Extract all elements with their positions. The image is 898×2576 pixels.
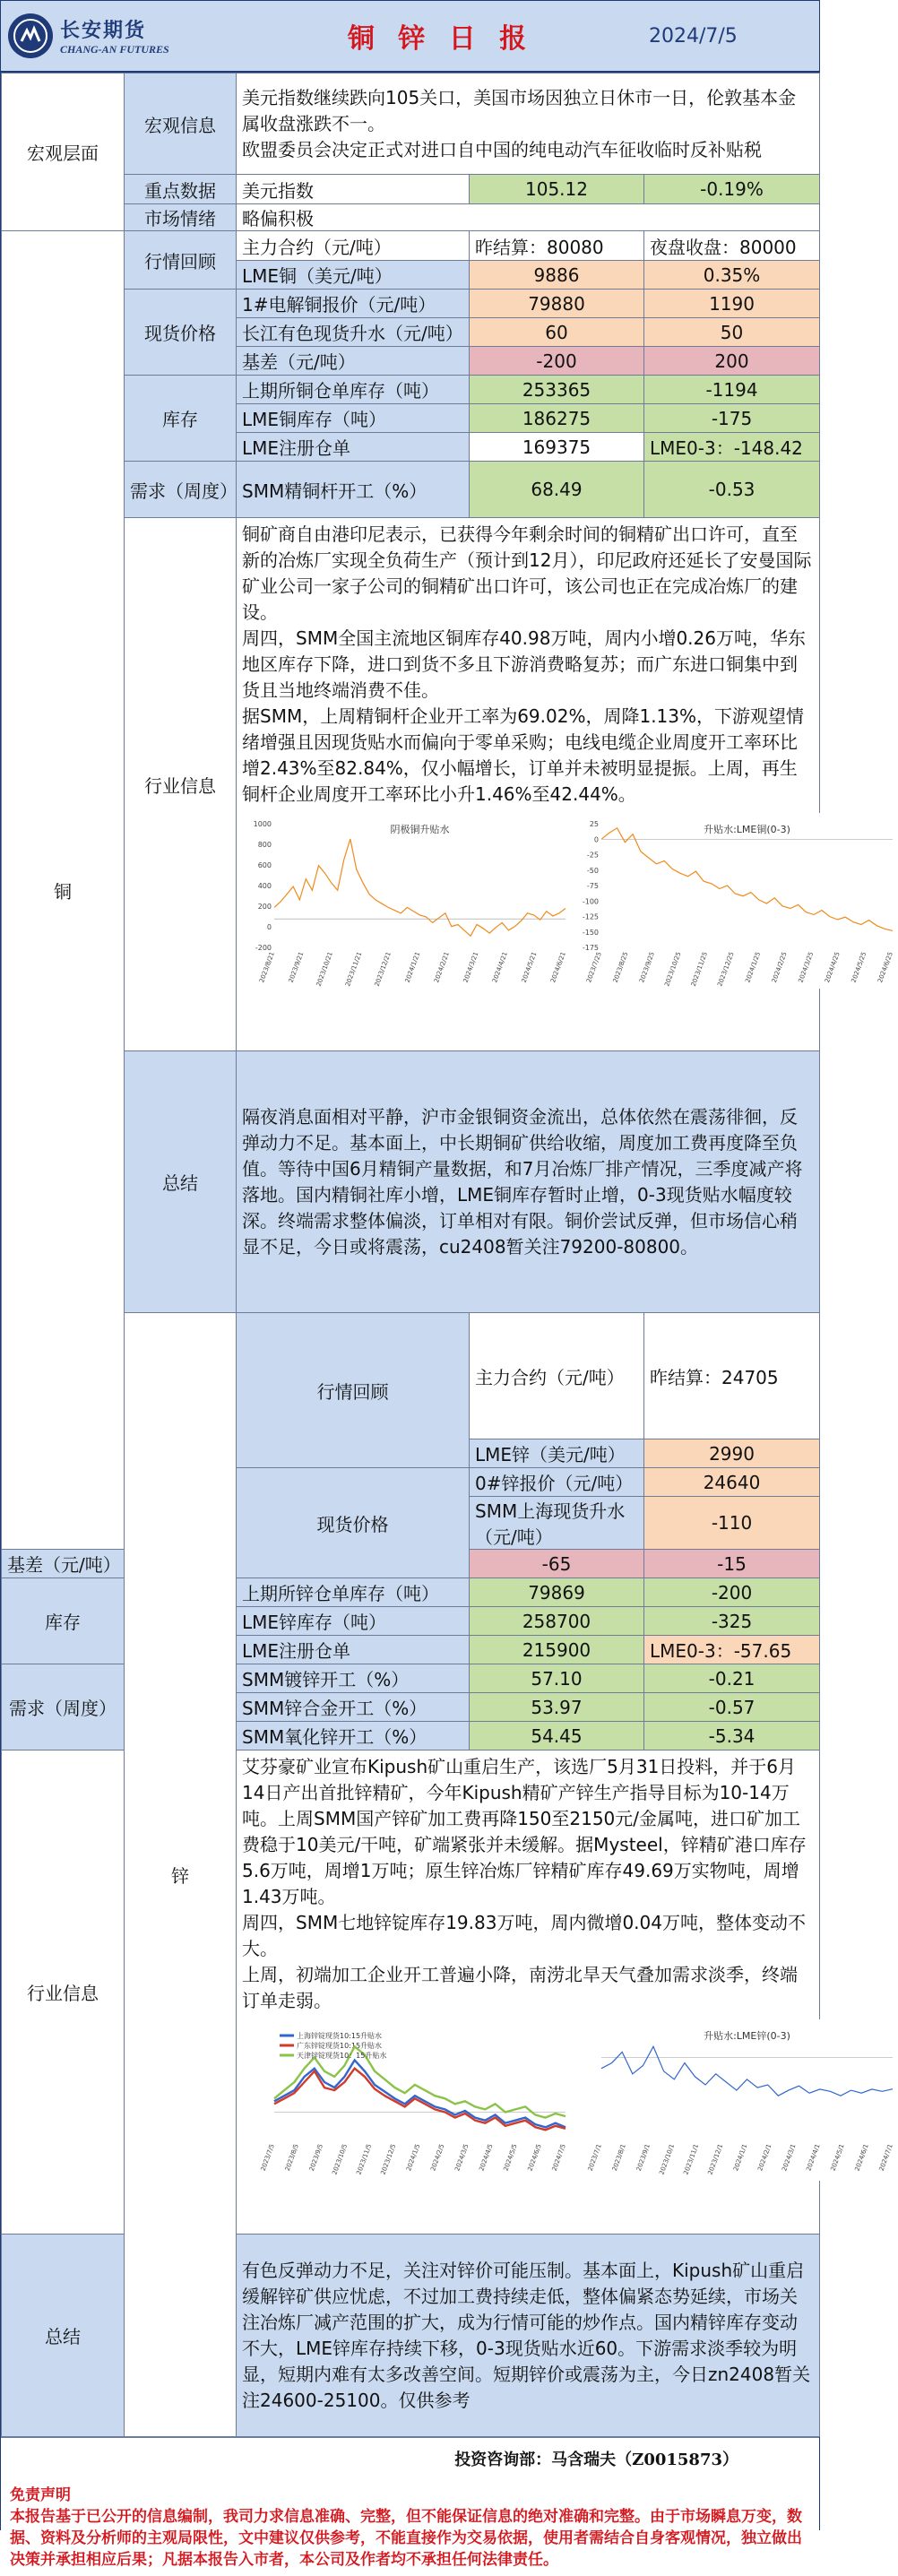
zinc-inv3-label: LME注册仓单 <box>237 1636 470 1664</box>
y-tick-label: 800 <box>257 841 272 849</box>
y-tick-label: 0 <box>266 923 272 931</box>
zinc-industry-para: 周四，SMM七地锌锭库存19.83万吨，周内微增0.04万吨，整体变动不大。 <box>242 1912 806 1959</box>
x-tick-label: 2024/6/25 <box>876 950 894 984</box>
x-tick-label: 2023/9/25 <box>638 950 656 984</box>
logo-mark-icon <box>8 13 53 58</box>
legend-label: 广东锌锭现货10:15升贴水 <box>297 2042 383 2050</box>
x-tick-label: 2023/10/21 <box>315 950 334 988</box>
disclaimer-title: 免责声明 <box>10 2486 71 2503</box>
zinc-prev-settle: 昨结算：24705 <box>644 1313 820 1439</box>
copper-inv3-value: 169375 <box>470 433 644 462</box>
copper-lme-label: LME铜（美元/吨） <box>237 261 470 290</box>
x-tick-label: 2023/7/5 <box>259 2142 276 2173</box>
x-tick-label: 2023/8/21 <box>258 950 276 984</box>
zinc-lme-price: 2990 <box>644 1439 820 1468</box>
zinc-demand1-change: -0.21 <box>644 1664 820 1693</box>
zinc-spot1-label: 0#锌报价（元/吨） <box>470 1468 644 1497</box>
copper-inv1-value: 253365 <box>470 376 644 404</box>
x-tick-label: 2023/9/5 <box>307 2142 325 2173</box>
copper-demand-label: 需求（周度） <box>125 462 237 518</box>
y-tick-label: -150 <box>582 928 599 937</box>
copper-lme-change: 0.35% <box>644 261 820 290</box>
report-table <box>1 73 894 2437</box>
zinc-industry-para: 上周，初端加工企业开工普遍小降，南涝北旱天气叠加需求淡季，终端订单走弱。 <box>242 1964 798 2011</box>
macro-info-para: 欧盟委员会决定正式对进口自中国的纯电动汽车征收临时反补贴税 <box>242 138 762 160</box>
zinc-demand2-value: 53.97 <box>470 1693 644 1722</box>
y-tick-label: -200 <box>255 944 272 952</box>
copper-spot2-value: 60 <box>470 318 644 347</box>
x-tick-label: 2024/6/5 <box>526 2142 543 2173</box>
zinc-inv1-label: 上期所锌仓单库存（吨） <box>237 1578 470 1607</box>
x-tick-label: 2024/4/25 <box>823 950 842 984</box>
x-tick-label: 2023/12/25 <box>716 950 736 988</box>
x-tick-label: 2024/3/21 <box>462 950 480 984</box>
copper-industry-label: 行业信息 <box>125 518 237 1051</box>
legend-label: 天津锌锭现货10：15升贴水 <box>297 2052 387 2060</box>
x-tick-label: 2024/2/21 <box>433 950 451 984</box>
copper-spot1-change: 1190 <box>644 290 820 318</box>
copper-demand1-value: 68.49 <box>470 462 644 518</box>
copper-inv2-label: LME铜库存（吨） <box>237 404 470 433</box>
series-line <box>274 2061 566 2128</box>
chart-title: 升贴水:LME锌(0-3) <box>704 2030 790 2042</box>
brand-name-cn: 长安期货 <box>60 20 147 42</box>
copper-premium-chart <box>244 813 571 989</box>
copper-summary-label: 总结 <box>125 1051 237 1313</box>
x-tick-label: 2023/8/25 <box>611 950 630 984</box>
zinc-spot1-value: 24640 <box>644 1468 820 1497</box>
zinc-inv2-value: 258700 <box>470 1607 644 1636</box>
zinc-industry-label: 行业信息 <box>2 1750 125 2235</box>
zinc-inv3-value: 215900 <box>470 1636 644 1664</box>
zinc-inv2-label: LME锌库存（吨） <box>237 1607 470 1636</box>
x-tick-label: 2023/10/5 <box>331 2142 350 2176</box>
chart-title: 升贴水:LME铜(0-3) <box>704 824 790 835</box>
y-tick-label: -100 <box>582 897 599 906</box>
zinc-demand3-change: -5.34 <box>644 1722 820 1750</box>
x-tick-label: 2024/7/5 <box>550 2142 567 2173</box>
market-mood-text: 略偏积极 <box>237 204 820 231</box>
copper-spot1-label: 1#电解铜报价（元/吨） <box>237 290 470 318</box>
zinc-demand3-label: SMM氧化锌开工（%） <box>237 1722 470 1750</box>
x-tick-label: 2024/2/1 <box>756 2142 773 2173</box>
x-tick-label: 2024/4/1 <box>805 2142 822 2173</box>
x-tick-label: 2024/5/21 <box>520 950 539 984</box>
zinc-demand2-label: SMM锌合金开工（%） <box>237 1693 470 1722</box>
x-tick-label: 2023/8/1 <box>610 2142 627 2173</box>
zinc-demand2-change: -0.57 <box>644 1693 820 1722</box>
x-tick-label: 2023/10/1 <box>658 2142 677 2176</box>
key-data-label: 重点数据 <box>125 175 237 204</box>
macro-info-label: 宏观信息 <box>125 73 237 175</box>
key-data-name: 美元指数 <box>237 175 470 204</box>
copper-summary-text: 隔夜消息面相对平静，沪市金银铜资金流出，总体依然在震荡徘徊，反弹动力不足。基本面上，中长期铜矿供给收缩，周度加工费再度降至负值。等待中国6月精铜产量数据，和7月冶炼厂排产情况，三季度减产将落地。国内精铜社库小增，LME铜库存暂时止增，0-3现货贴水幅度较深。终端需求整体偏淡，订单相对有限。铜价尝试反弹，但市场信心稍显不足，今日或将震荡，cu2408暂关注79200-80800。 <box>237 1051 820 1313</box>
copper-demand1-label: SMM精铜杆开工（%） <box>237 462 470 518</box>
copper-inventory-label: 库存 <box>125 376 237 462</box>
x-tick-label: 2023/11/21 <box>344 950 364 988</box>
x-tick-label: 2023/11/1 <box>682 2142 701 2176</box>
zinc-charts <box>242 2014 894 2186</box>
legend-label: 上海锌锭现货10:15升贴水 <box>297 2032 383 2040</box>
series-line <box>274 839 566 936</box>
copper-inv3-label: LME注册仓单 <box>237 433 470 462</box>
copper-basis-label: 基差（元/吨） <box>237 347 470 376</box>
copper-spot-label: 现货价格 <box>125 290 237 376</box>
copper-spot2-label: 长江有色现货升水（元/吨） <box>237 318 470 347</box>
x-tick-label: 2023/12/21 <box>373 950 393 988</box>
zinc-basis-change: -15 <box>644 1550 820 1578</box>
disclaimer <box>1 2479 819 2576</box>
y-tick-label: 25 <box>589 820 599 828</box>
y-tick-label: -50 <box>586 866 599 875</box>
copper-inv3-spread: LME0-3：-148.42 <box>644 433 820 462</box>
report-header <box>1 1 819 73</box>
zinc-summary-text: 有色反弹动力不足，关注对锌价可能压制。基本面上，Kipush矿山重启缓解锌矿供应忧虑，不过加工费持续走低，整体偏紧态势延续，市场关注冶炼厂减产范围的扩大，成为行情可能的炒作点。国内精锌库存变动不大，LME锌库存持续下移，0-3现货贴水近60。下游需求淡季较为明显，短期内难有太多改善空间。短期锌价或震荡为主，今日zn2408暂关注24600-25100。仅供参考 <box>237 2235 820 2437</box>
copper-charts <box>242 808 894 994</box>
zinc-spot-label: 现货价格 <box>237 1468 470 1578</box>
zinc-lme-label: LME锌（美元/吨） <box>470 1439 644 1468</box>
series-line <box>601 828 893 931</box>
zinc-spot2-value: -110 <box>644 1497 820 1550</box>
contact-info: 投资咨询部：马含瑞夫（Z0015873） <box>1 2437 819 2479</box>
copper-industry-cell <box>237 518 894 1051</box>
x-tick-label: 2024/2/25 <box>770 950 789 984</box>
x-tick-label: 2024/5/5 <box>502 2142 519 2173</box>
x-tick-label: 2024/1/5 <box>405 2142 422 2173</box>
x-tick-label: 2023/12/5 <box>379 2142 398 2176</box>
market-mood-label: 市场情绪 <box>125 204 237 231</box>
x-tick-label: 2023/7/1 <box>586 2142 603 2173</box>
x-tick-label: 2023/10/25 <box>663 950 683 988</box>
x-tick-label: 2024/1/21 <box>403 950 422 984</box>
x-tick-label: 2024/3/1 <box>781 2142 798 2173</box>
macro-info-para: 美元指数继续跌向105关口，美国市场因独立日休市一日，伦敦基本金属收盘涨跌不一。 <box>242 86 797 134</box>
copper-demand1-change: -0.53 <box>644 462 820 518</box>
x-tick-label: 2023/9/1 <box>635 2142 652 2173</box>
zinc-review-label: 行情回顾 <box>237 1313 470 1468</box>
x-tick-label: 2023/12/1 <box>706 2142 725 2176</box>
copper-main-contract: 主力合约（元/吨） <box>237 231 470 261</box>
zinc-inv2-change: -325 <box>644 1607 820 1636</box>
copper-lme-spread-chart <box>571 813 898 989</box>
y-tick-label: 400 <box>257 882 272 890</box>
copper-spot1-value: 79880 <box>470 290 644 318</box>
x-tick-label: 2024/3/25 <box>797 950 816 984</box>
macro-info-text <box>237 73 820 175</box>
copper-section-label: 铜 <box>2 231 125 1550</box>
zinc-basis-value: -65 <box>470 1550 644 1578</box>
copper-industry-para: 铜矿商自由港印尼表示，已获得今年剩余时间的铜精矿出口许可，直至新的冶炼厂实现全负荷生产（预计到12月），印尼政府还延长了安曼国际矿业公司一家子公司的铜精矿出口许可，该公司也正在完成冶炼厂的建设。 <box>242 523 812 623</box>
zinc-demand1-label: SMM镀锌开工（%） <box>237 1664 470 1693</box>
x-tick-label: 2024/6/1 <box>853 2142 870 2173</box>
y-tick-label: 0 <box>593 835 599 844</box>
y-tick-label: -25 <box>586 851 599 860</box>
zinc-demand3-value: 54.45 <box>470 1722 644 1750</box>
zinc-industry-cell <box>237 1750 894 2235</box>
report-date: 2024/7/5 <box>649 24 738 48</box>
y-tick-label: -125 <box>582 912 599 921</box>
x-tick-label: 2023/11/5 <box>355 2142 374 2176</box>
zinc-demand1-value: 57.10 <box>470 1664 644 1693</box>
x-tick-label: 2024/6/21 <box>549 950 567 984</box>
zinc-inv1-value: 79869 <box>470 1578 644 1607</box>
zinc-lme-spread-chart <box>571 2019 898 2181</box>
macro-section-label: 宏观层面 <box>2 73 125 231</box>
x-tick-label: 2023/11/25 <box>689 950 710 988</box>
y-tick-label: -175 <box>582 944 599 952</box>
copper-review-label: 行情回顾 <box>125 231 237 290</box>
zinc-summary-label: 总结 <box>2 2235 125 2437</box>
x-tick-label: 2024/4/21 <box>491 950 509 984</box>
y-tick-label: -75 <box>586 882 599 890</box>
x-tick-label: 2024/7/1 <box>877 2142 894 2173</box>
key-data-value: 105.12 <box>470 175 644 204</box>
copper-industry-para: 周四，SMM全国主流地区铜库存40.98万吨，周内小增0.26万吨，华东地区库存下降，进口到货不多且下游消费略复苏；而广东进口铜集中到货且当地终端消费不佳。 <box>242 627 806 701</box>
zinc-basis-label: 基差（元/吨） <box>2 1550 125 1578</box>
copper-industry-para: 据SMM，上周精铜杆企业开工率为69.02%，周降1.13%，下游观望情绪增强且因现货贴水而偏向于零单采购；电线电缆企业周度开工率环比增2.43%至82.84%，仅小幅增长，订单并未被明显提振。上周，再生铜杆企业周度开工率环比小升1.46%至42.44%。 <box>242 705 805 805</box>
zinc-main-contract: 主力合约（元/吨） <box>470 1313 644 1439</box>
x-tick-label: 2024/3/5 <box>453 2142 471 2173</box>
copper-night-close: 夜盘收盘：80000 <box>644 231 820 261</box>
report-title: 铜 锌 日 报 <box>347 23 534 55</box>
copper-lme-price: 9886 <box>470 261 644 290</box>
x-tick-label: 2024/1/25 <box>744 950 763 984</box>
x-tick-label: 2023/8/5 <box>283 2142 300 2173</box>
copper-basis-change: 200 <box>644 347 820 376</box>
zinc-inv3-spread: LME0-3：-57.65 <box>644 1636 820 1664</box>
copper-inv1-label: 上期所铜仓单库存（吨） <box>237 376 470 404</box>
copper-basis-value: -200 <box>470 347 644 376</box>
zinc-inventory-label: 库存 <box>2 1578 125 1664</box>
x-tick-label: 2024/2/5 <box>429 2142 446 2173</box>
zinc-demand-label: 需求（周度） <box>2 1664 125 1750</box>
copper-inv2-value: 186275 <box>470 404 644 433</box>
zinc-premium-chart <box>244 2019 571 2181</box>
x-tick-label: 2024/5/25 <box>850 950 868 984</box>
copper-spot2-change: 50 <box>644 318 820 347</box>
copper-inv1-change: -1194 <box>644 376 820 404</box>
disclaimer-text: 本报告基于已公开的信息编制，我司力求信息准确、完整，但不能保证信息的绝对准确和完整。由于市场瞬息万变，数据、资料及分析师的主观局限性，文中建议仅供参考，不能直接作为交易依据，使用者需结合自身客观情况，独立做出决策并承担相应后果；凡据本报告入市者，本公司及作者均不承担任何法律责任。 <box>10 2508 802 2568</box>
copper-prev-settle: 昨结算：80080 <box>470 231 644 261</box>
series-line <box>601 2046 893 2096</box>
copper-inv2-change: -175 <box>644 404 820 433</box>
zinc-section-label: 锌 <box>125 1313 237 2437</box>
x-tick-label: 2024/5/1 <box>829 2142 846 2173</box>
key-data-change: -0.19% <box>644 175 820 204</box>
x-tick-label: 2023/9/21 <box>287 950 306 984</box>
chart-title: 阴极铜升贴水 <box>390 824 450 835</box>
x-tick-label: 2024/4/5 <box>478 2142 495 2173</box>
x-tick-label: 2024/1/1 <box>732 2142 749 2173</box>
y-tick-label: 1000 <box>253 820 272 828</box>
y-tick-label: 200 <box>257 903 272 911</box>
zinc-spot2-label: SMM上海现货升水（元/吨） <box>470 1497 644 1550</box>
x-tick-label: 2023/7/25 <box>585 950 603 984</box>
logo <box>1 13 232 58</box>
zinc-industry-para: 艾芬豪矿业宣布Kipush矿山重启生产，该选厂5月31日投料，并于6月14日产出首批锌精矿，今年Kipush精矿产锌生产指导目标为10-14万吨。上周SMM国产锌矿加工费再降150至2150元/金属吨，进口矿加工费稳于10美元/干吨，矿端紧张并未缓解。据Mysteel，锌精矿港口库存5.6万吨，周增1万吨；原生锌冶炼厂锌精矿库存49.69万实物吨，周增1.43万吨。 <box>242 1756 807 1907</box>
zinc-inv1-change: -200 <box>644 1578 820 1607</box>
brand-name-en: CHANG-AN FUTURES <box>60 43 169 56</box>
y-tick-label: 600 <box>257 861 272 869</box>
